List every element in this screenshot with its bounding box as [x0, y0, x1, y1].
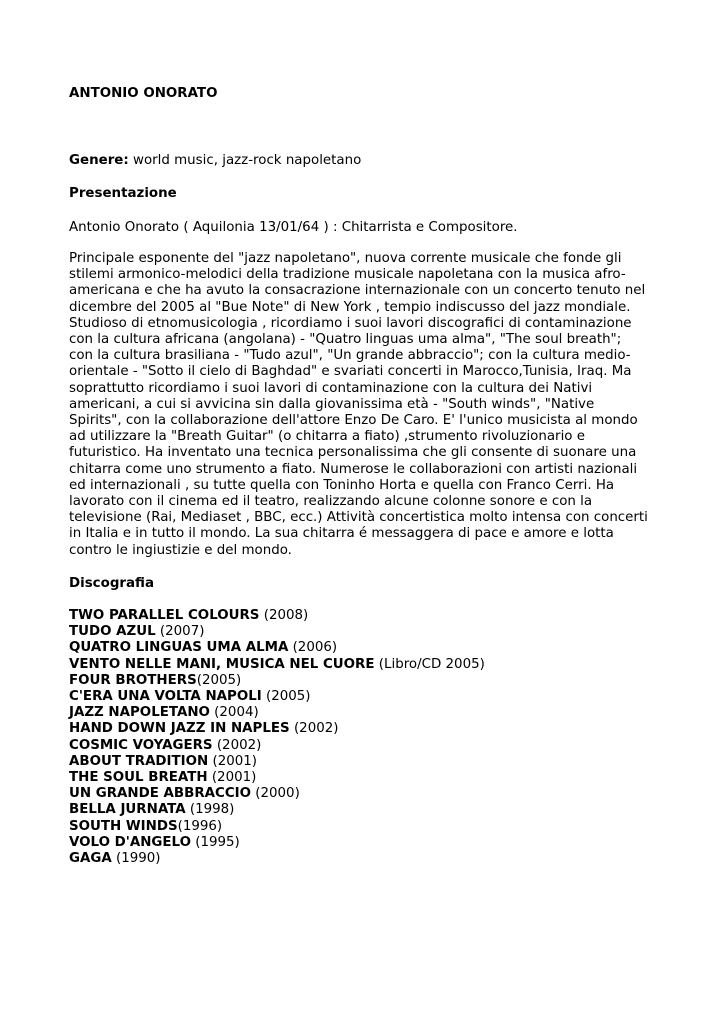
album-title: C'ERA UNA VOLTA NAPOLI [69, 689, 262, 705]
bio-line: americani, a cui si avvicina sin dalla giovanissima età - "South winds", "Native [69, 396, 595, 412]
discography-item [69, 689, 485, 705]
bio-line: stilemi armonico-melodici della tradizione musicale napoletana con la musica afro- [69, 267, 626, 283]
bio-line: ed internazionali , su tutte quella con Toninho Horta e quella con Franco Cerri. Ha [69, 477, 615, 493]
album-detail: (2004) [209, 705, 259, 721]
album-detail: (2001) [208, 753, 258, 769]
album-title: UN GRANDE ABBRACCIO [69, 786, 252, 802]
album-title: FOUR BROTHERS [69, 672, 197, 688]
album-title: VENTO NELLE MANI, MUSICA NEL CUORE [69, 656, 375, 672]
bio-line: futuristico. Ha inventato una tecnica personalissima che gli consente di suonare una [69, 445, 637, 461]
album-detail: (2005) [261, 689, 311, 705]
album-title: JAZZ NAPOLETANO [69, 705, 210, 721]
discography-item [69, 657, 485, 673]
album-detail: (2006) [288, 640, 338, 656]
bio-line: dicembre del 2005 al "Bue Note" di New York , tempio indiscusso del jazz mondiale. [69, 299, 631, 315]
discography-item [69, 721, 485, 737]
album-detail: (1996) [177, 818, 223, 834]
bio-line: con la cultura brasiliana - "Tudo azul", "Un grande abbraccio"; con la cultura medio- [69, 348, 631, 364]
bio-line: in Italia e in tutto il mondo. La sua chitarra é messaggera di pace e amore e lotta [69, 526, 614, 542]
biography-paragraph [69, 251, 669, 559]
album-detail: (2007) [155, 624, 205, 640]
album-title: HAND DOWN JAZZ IN NAPLES [69, 721, 290, 737]
album-title: TUDO AZUL [69, 624, 156, 640]
album-title: THE SOUL BREATH [69, 770, 208, 786]
album-title: SOUTH WINDS [69, 818, 178, 834]
discography-item [69, 770, 485, 786]
bio-line: americana e che ha avuto la consacrazione internazionale con un concerto tenuto nel [69, 283, 646, 299]
bio-line: Studioso di etnomusicologia , ricordiamo i suoi lavori discografici di contaminazione [69, 315, 632, 331]
bio-line: Principale esponente del "jazz napoletano", nuova corrente musicale che fonde gli [69, 251, 622, 266]
discography-list [69, 608, 485, 867]
discography-item [69, 786, 485, 802]
discography-item [69, 851, 485, 867]
album-detail: (2002) [289, 721, 339, 737]
album-title: GAGA [69, 851, 112, 867]
genre-value: world music, jazz-rock napoletano [128, 153, 362, 168]
discography-heading: Discografia [69, 576, 154, 591]
album-title: VOLO D'ANGELO [69, 834, 191, 850]
discography-item [69, 802, 485, 818]
discography-item [69, 673, 485, 689]
album-detail: (1995) [190, 834, 240, 850]
album-detail: (2002) [212, 737, 262, 753]
discography-item [69, 819, 485, 835]
presentation-intro: Antonio Onorato ( Aquilonia 13/01/64 ) : Chitarrista e Compositore. [69, 220, 518, 235]
bio-line: contro le ingiustizie e del mondo. [69, 542, 292, 558]
discography-item [69, 754, 485, 770]
bio-line: orientale - "Sotto il cielo di Baghdad" e svariati concerti in Marocco,Tunisia, Iraq. Ma [69, 364, 632, 380]
genre-label: Genere: [69, 153, 129, 168]
album-title: TWO PARALLEL COLOURS [69, 608, 260, 623]
album-title: COSMIC VOYAGERS [69, 737, 213, 753]
album-detail: (1990) [111, 851, 161, 867]
album-detail: (2001) [207, 770, 257, 786]
album-title: QUATRO LINGUAS UMA ALMA [69, 640, 289, 656]
bio-line: ad utilizzare la "Breath Guitar" (o chitarra a fiato) ,strumento rivoluzionario e [69, 429, 585, 445]
album-title: ABOUT TRADITION [69, 753, 209, 769]
album-detail: (2005) [196, 672, 242, 688]
bio-line: con la cultura africana (angolana) - "Quatro linguas uma alma", "The soul breath"; [69, 332, 622, 348]
album-detail: (1998) [185, 802, 235, 818]
discography-item [69, 705, 485, 721]
bio-line: lavorato con il cinema ed il teatro, realizzando alcune colonne sonore e con la [69, 494, 593, 510]
discography-item [69, 835, 485, 851]
album-detail: (2008) [259, 608, 309, 623]
bio-line: soprattutto ricordiamo i suoi lavori di contaminazione con la cultura dei Nativi [69, 380, 593, 396]
bio-line: Spirits", con la collaborazione dell'attore Enzo De Caro. E' l'unico musicista al mondo [69, 413, 638, 429]
discography-item [69, 640, 485, 656]
discography-item [69, 624, 485, 640]
discography-item [69, 608, 485, 624]
artist-name-heading: ANTONIO ONORATO [69, 86, 218, 101]
album-detail: (2000) [251, 786, 300, 802]
bio-line: televisione (Rai, Mediaset , BBC, ecc.) Attività concertistica molto intensa con concerti [69, 510, 648, 526]
genre-line [69, 153, 361, 169]
presentation-heading: Presentazione [69, 186, 177, 201]
album-detail: (Libro/CD 2005) [374, 656, 485, 672]
bio-line: chitarra come uno strumento a fiato. Numerose le collaborazioni con artisti nazionali [69, 461, 638, 477]
discography-item [69, 738, 485, 754]
album-title: BELLA JURNATA [69, 802, 186, 818]
